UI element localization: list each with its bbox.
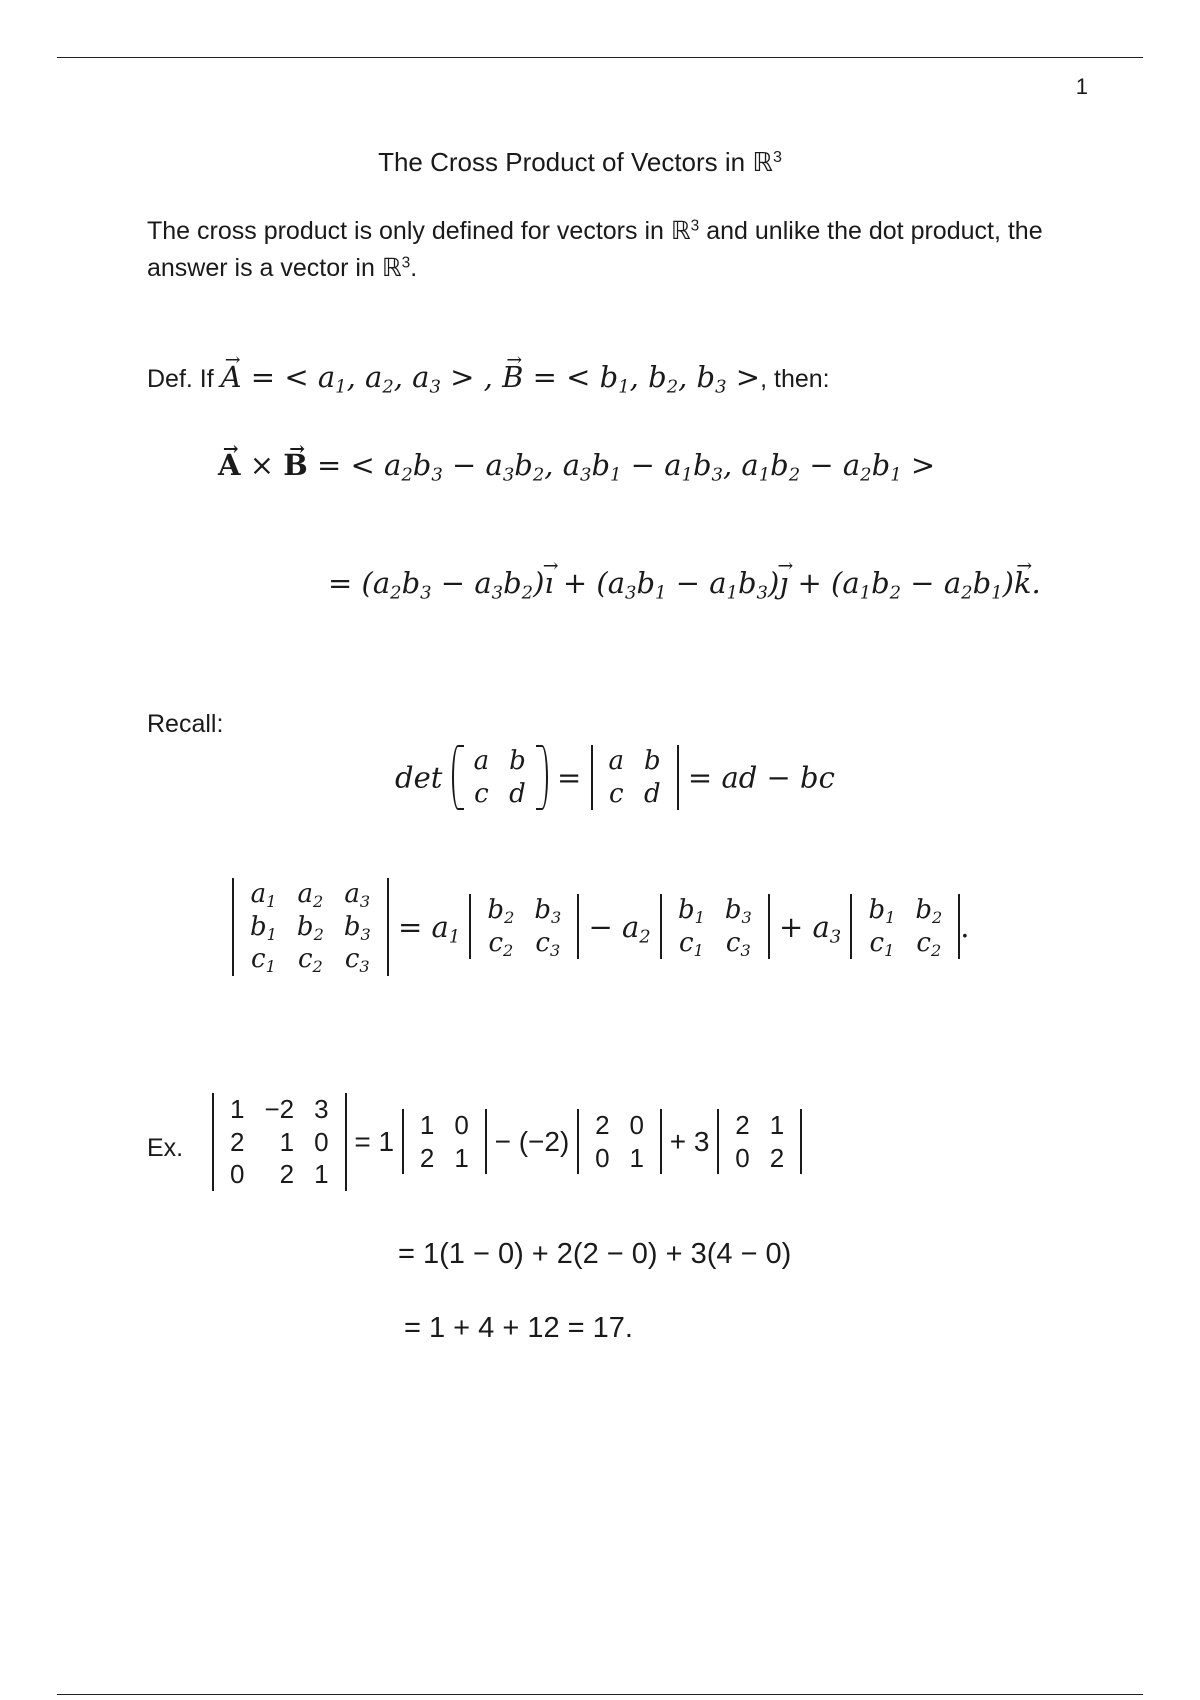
- example-matrix-cell: 0: [314, 1126, 329, 1157]
- title-exp: 3: [772, 148, 782, 167]
- det2-result: = ad − bc: [687, 760, 835, 795]
- intro-part4: .: [410, 254, 418, 282]
- definition-line: [147, 360, 830, 398]
- example-coef2: − (−2): [494, 1125, 570, 1157]
- example-matrix-cell: 2: [230, 1126, 245, 1157]
- example-minor3: [717, 1109, 802, 1174]
- recall-label: Recall:: [147, 710, 224, 738]
- example-matrix-cell: 2: [279, 1159, 295, 1189]
- example-coef1: = 1: [354, 1125, 395, 1157]
- minor-a3: $b_1$ $b_2$ $c_1$ $c_2$: [850, 894, 960, 959]
- example-minor1-cell: 2: [419, 1142, 435, 1173]
- example-minor1-cell: 1: [419, 1110, 435, 1141]
- example-minor1-cell: 0: [454, 1110, 469, 1141]
- example-minor3-cell: 2: [735, 1110, 750, 1141]
- cross-product-ijk-form: = $(a_2b_3 - a_3b_2)\to$ ı + $(a_3b_1 - a_1b_3)\to$ ȷ + $(a_1b_2 - a_2b_1)\to k$.: [328, 566, 1041, 600]
- top-rule: [57, 57, 1143, 58]
- example-matrix-cell: 1: [314, 1159, 329, 1189]
- example-coef3: + 3: [669, 1125, 710, 1157]
- intro-exp-1: 3: [690, 217, 700, 235]
- intro-part2: and unlike the dot product, the: [699, 217, 1043, 245]
- page-title: [0, 147, 1160, 178]
- definition-vectors: → A = < $a_1$, $a_2$, $a_3$ > , → B = < $b_1$, $b_2$, $b_3$ >: [221, 360, 760, 394]
- title-set: ℝ: [752, 148, 773, 178]
- example-minor3-cell: 0: [735, 1142, 750, 1173]
- example-line-3: = 1 + 4 + 12 = 17.: [404, 1312, 633, 1344]
- minor-a2: $b_1$ $b_3$ $c_1$ $c_3$: [660, 894, 770, 959]
- example-minor3-cell: 2: [769, 1142, 785, 1173]
- determinant-2x2: a b c d: [591, 745, 679, 810]
- example-matrix-cell: 3: [314, 1094, 329, 1124]
- example-expansion: [212, 1093, 802, 1191]
- example-minor2-cell: 2: [595, 1110, 610, 1141]
- example-matrix-cell: −2: [264, 1094, 295, 1124]
- example-minor2-cell: 1: [629, 1142, 644, 1173]
- example-matrix-cell: 1: [230, 1094, 245, 1124]
- det3-expansion: $a_1$ $a_2$ $a_3$ $b_1$ $b_2$ $b_3$ $c_1$ $c_2$ $c_3$ = $a_1$ $b_2$ $b_3$ $c_2$ $c_3$ − $a_2$ $b_1$ $b_3$ $c_1$ $c_3$ + $a_3$ $b_1$ $b_2$ $c_1$ $c_2$ .: [232, 878, 969, 976]
- minor-a1: $b_2$ $b_3$ $c_2$ $c_3$: [469, 894, 579, 959]
- definition-label: Def. If: [147, 365, 221, 393]
- intro-line-2: [147, 253, 417, 283]
- intro-part3: answer is a vector in: [147, 254, 382, 282]
- example-matrix-cell: 0: [230, 1159, 245, 1189]
- example-line-2: = 1(1 − 0) + 2(2 − 0) + 3(4 − 0): [398, 1238, 792, 1270]
- matrix-2x2-paren: a b c d: [452, 745, 548, 810]
- det-word: det: [395, 760, 443, 795]
- example-minor1: [402, 1109, 487, 1174]
- intro-set-1: ℝ: [670, 216, 691, 245]
- example-label: Ex.: [147, 1134, 184, 1162]
- example-minor2-cell: 0: [629, 1110, 644, 1141]
- example-minor1-cell: 1: [454, 1142, 469, 1173]
- page-number: 1: [1075, 74, 1088, 99]
- determinant-3x3: $a_1$ $a_2$ $a_3$ $b_1$ $b_2$ $b_3$ $c_1$ $c_2$ $c_3$: [232, 878, 389, 976]
- example-minor2: [577, 1109, 662, 1174]
- cross-product-formula: → A × → B = < $a_2b_3 - a_3b_2$, $a_3b_1 - a_1b_3$, $a_1b_2 - a_2b_1$ >: [218, 448, 935, 482]
- example-minor2-cell: 0: [595, 1142, 610, 1173]
- det2-formula: det a b c d = a b c d = ad − bc: [395, 746, 835, 809]
- definition-then: , then:: [760, 365, 830, 393]
- intro-line-1: [147, 216, 1043, 246]
- example-matrix-cell: 1: [279, 1126, 295, 1157]
- example-matrix: [212, 1093, 347, 1191]
- intro-set-2: ℝ: [381, 253, 402, 282]
- example-minor3-cell: 1: [769, 1110, 785, 1141]
- bottom-rule: [57, 1694, 1143, 1695]
- title-text: The Cross Product of Vectors in: [378, 147, 753, 177]
- intro-exp-2: 3: [401, 254, 411, 272]
- intro-part1: The cross product is only defined for vectors in: [147, 217, 671, 245]
